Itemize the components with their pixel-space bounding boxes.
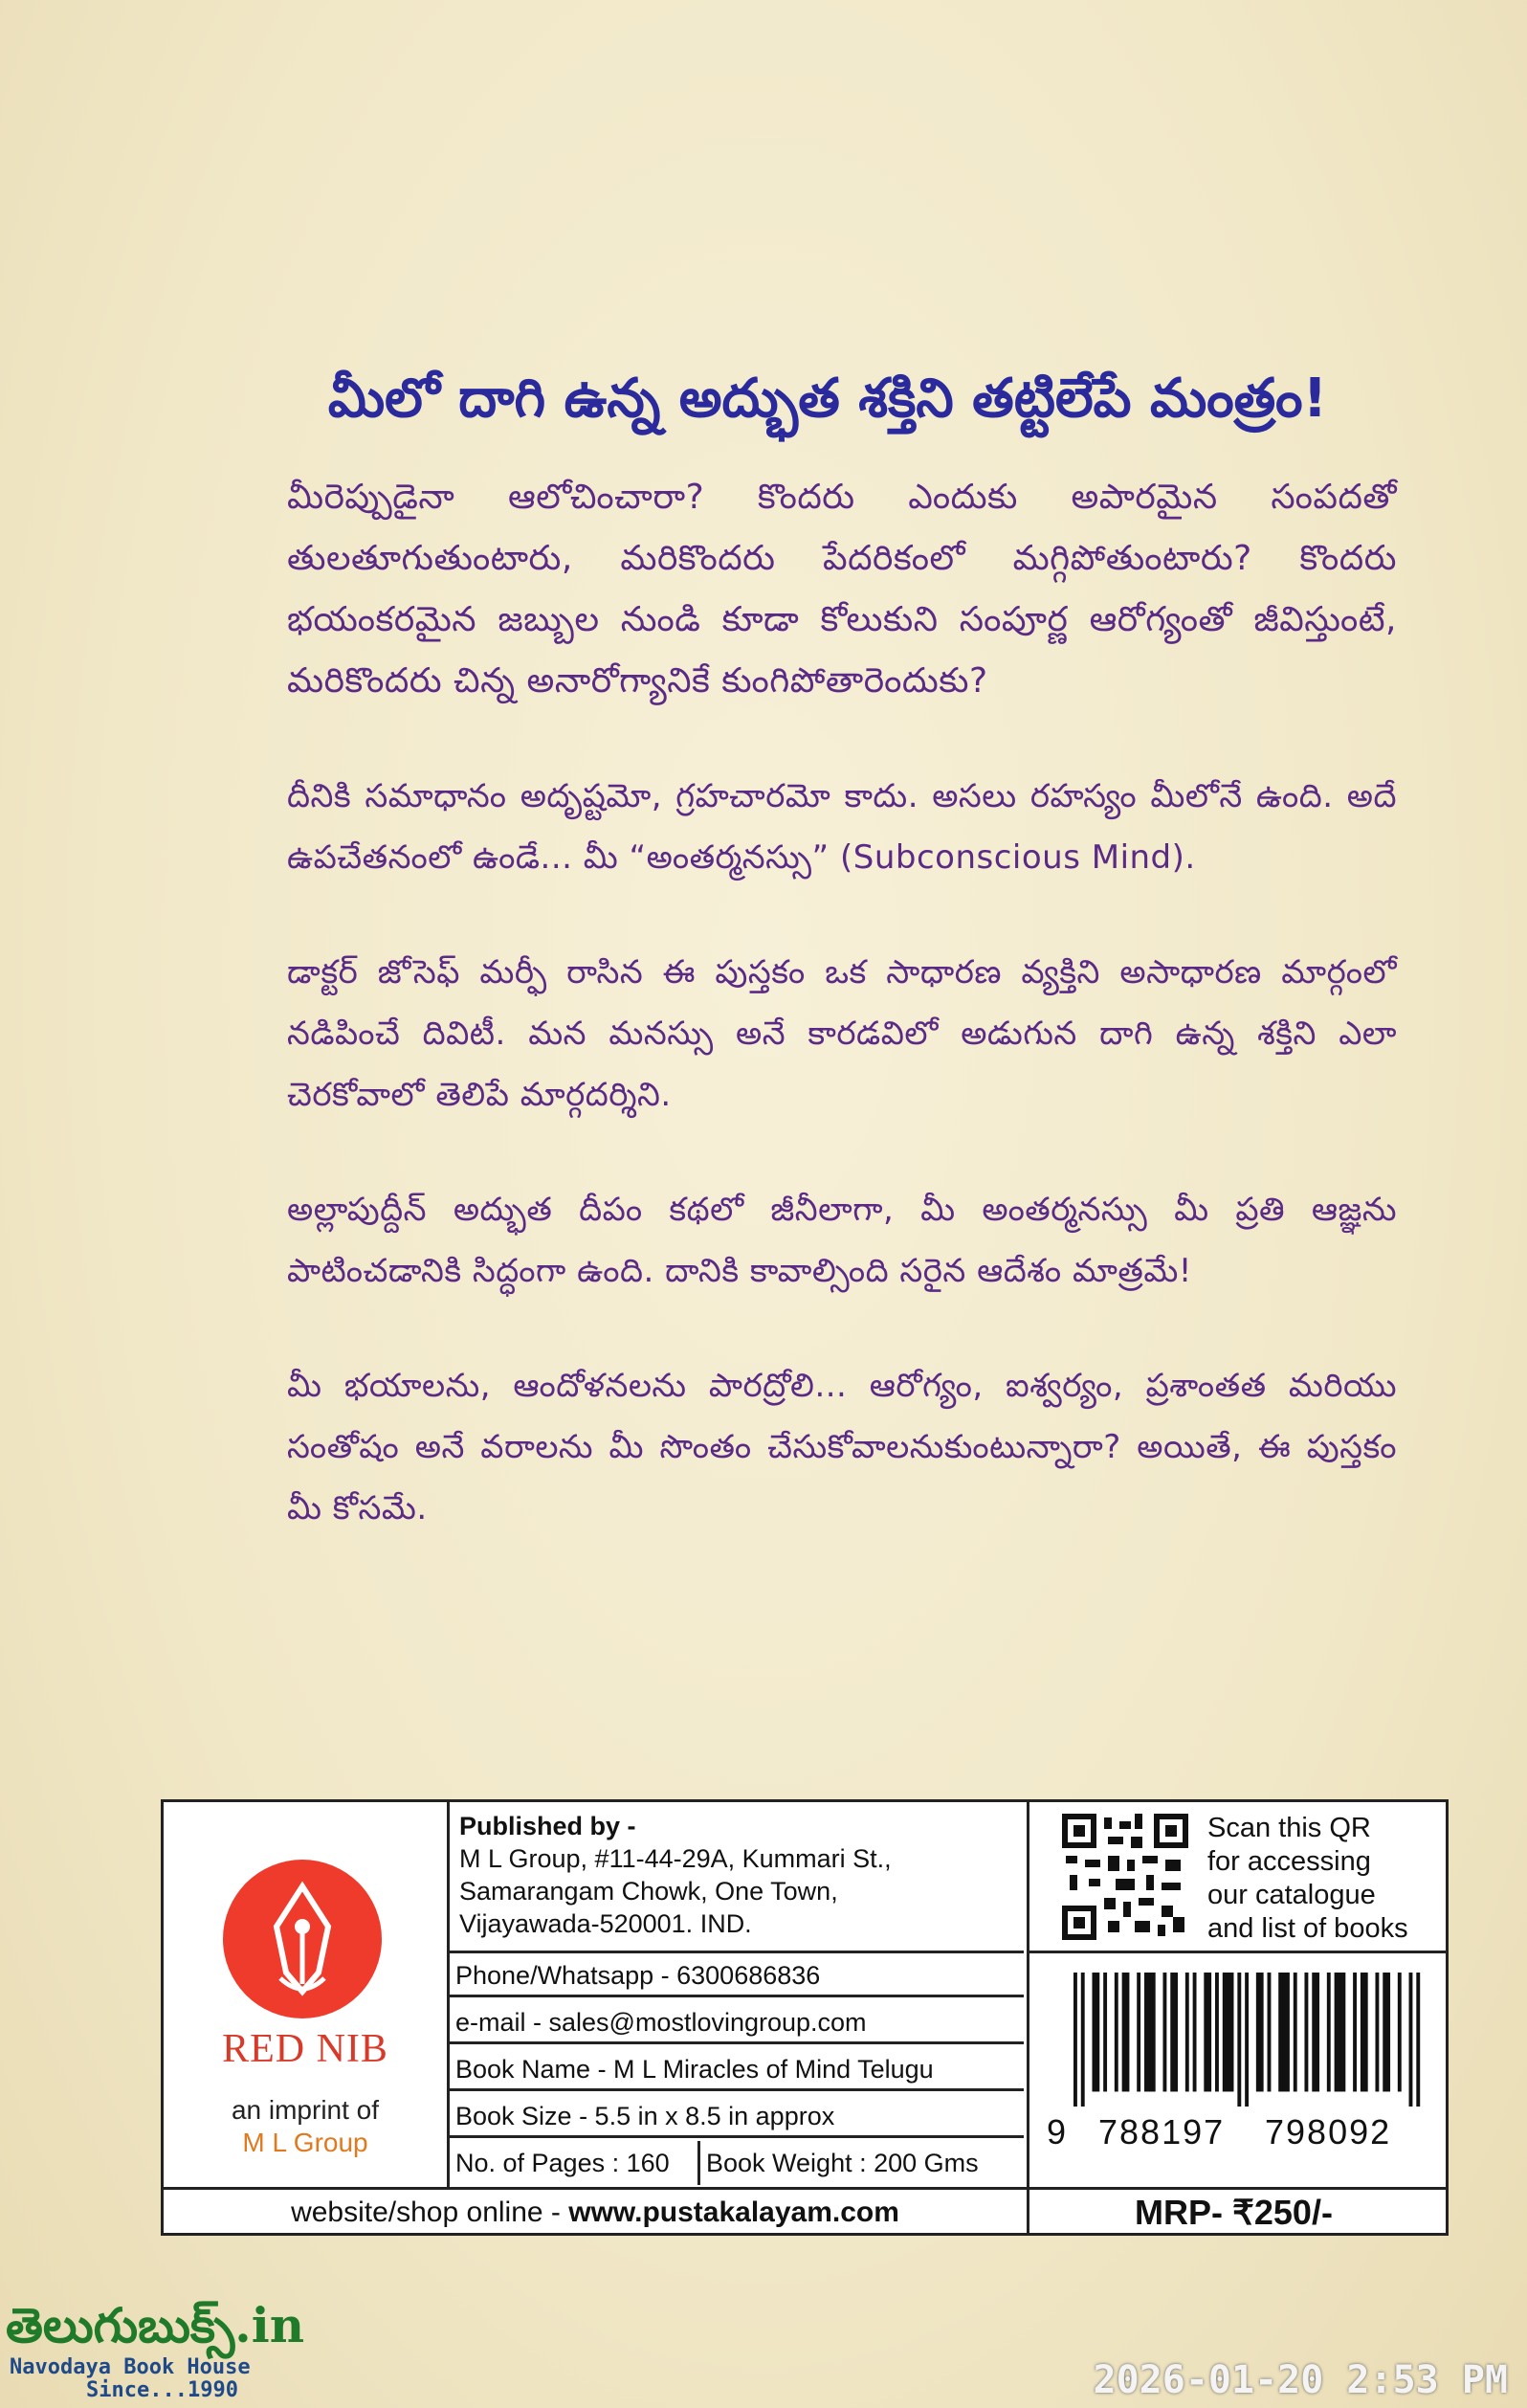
website-footer — [164, 2187, 1027, 2236]
blurb — [287, 467, 1397, 1593]
book-weight: Book Weight : 200 Gms — [706, 2149, 979, 2177]
email-row: e-mail - sales@mostlovingroup.com — [450, 2000, 1024, 2044]
blurb-paragraph-3: డాక్టర్ జోసెఫ్ మర్ఫీ రాసిన ఈ పుస్తకం ఒక సాధారణ వ్యక్తిని అసాధారణ మార్గంలో నడిపించే దివిటీ. మన మనస్సు అనే కారడవిలో అడుగున దాగి ఉన్న శక్తిని ఎలా చెరకోవాలో తెలిపే మార్గదర్శిని. — [287, 953, 1397, 1114]
qr-code-icon[interactable] — [1062, 1814, 1188, 1940]
address-line: Samarangam Chowk, One Town, — [459, 1877, 838, 1906]
headline: మీలో దాగి ఉన్న అద్భుత శక్తిని తట్టిలేపే మంత్రం! — [327, 368, 1328, 430]
website-link[interactable]: www.pustakalayam.com — [568, 2196, 899, 2228]
blurb-paragraph-1: మీరెప్పుడైనా ఆలోచించారా? కొందరు ఎందుకు అపారమైన సంపదతో తులతూగుతుంటారు, మరికొందరు పేదరికంలో మగ్గిపోతుంటారు? కొందరు భయంకరమైన జబ్బుల నుండి కూడా కోలుకుని సంపూర్ణ ఆరోగ్యంతో జీవిస్తుంటే, మరికొందరు చిన్న అనారోగ్యానికే కుంగిపోతారెందుకు? — [287, 478, 1397, 701]
page-count: No. of Pages : 160 — [450, 2141, 700, 2185]
book-size-row: Book Size - 5.5 in x 8.5 in approx — [450, 2094, 1024, 2138]
publisher-address — [450, 1802, 1024, 1953]
address-line: M L Group, #11-44-29A, Kummari St., — [459, 1844, 892, 1873]
qr-caption-line: for accessing — [1207, 1846, 1371, 1877]
bookhouse-name: Navodaya Book House — [10, 2355, 251, 2379]
group-name: M L Group — [242, 2128, 368, 2157]
photo-timestamp: 2026-01-20 2:53 PM — [1093, 2358, 1508, 2402]
book-name-row: Book Name - M L Miracles of Mind Telugu — [450, 2047, 1024, 2091]
mrp-price: MRP- ₹250/- — [1027, 2187, 1449, 2233]
website-label: website/shop online - — [291, 2196, 569, 2228]
qr-caption-line: Scan this QR — [1207, 1813, 1371, 1843]
bookhouse-watermark — [10, 2356, 251, 2402]
blurb-paragraph-5: మీ భయాలను, ఆందోళనలను పారద్రోలి... ఆరోగ్యం, ఐశ్వర్యం, ప్రశాంతత మరియు సంతోషం అనే వరాలను మీ సొంతం చేసుకోవాలనుకుంటున్నారా? అయితే, ఈ పుస్తకం మీ కోసమే. — [287, 1367, 1397, 1527]
bookhouse-since: Since...1990 — [86, 2378, 238, 2402]
blurb-paragraph-2: దీనికి సమాధానం అదృష్టమో, గ్రహచారమో కాదు. అసలు రహస్యం మీలోనే ఉంది. అదే ఉపచేతనంలో ఉండే... మీ “అంతర్మనస్సు” (Subconscious Mind). — [287, 777, 1397, 877]
qr-cell — [1027, 1802, 1449, 1953]
pages-weight-row — [450, 2141, 1024, 2185]
publisher-info-box — [161, 1799, 1449, 2236]
pen-nib-logo-icon — [223, 1860, 382, 2018]
isbn-group-1: 788197 — [1098, 2112, 1226, 2152]
site-watermark: తెలుగుబుక్స్.in — [6, 2297, 305, 2353]
brand-name: RED NIB — [222, 2027, 388, 2071]
isbn-barcode-cell — [1027, 1953, 1449, 2187]
published-by-label: Published by - — [459, 1812, 636, 1840]
qr-caption-line: our catalogue — [1207, 1880, 1376, 1910]
qr-caption — [1207, 1812, 1408, 1946]
isbn-group-2: 798092 — [1265, 2112, 1392, 2152]
qr-caption-line: and list of books — [1207, 1913, 1408, 1944]
isbn-lead-digit: 9 — [1047, 2112, 1069, 2152]
imprint-line: an imprint of — [231, 2095, 380, 2125]
blurb-paragraph-4: అల్లాపుద్దీన్ అద్భుత దీపం కథలో జీనీలాగా, మీ అంతర్మనస్సు మీ ప్రతి ఆజ్ఞను పాటించడానికి సిద్ధంగా ఉంది. దానికి కావాల్సింది సరైన ఆదేశం మాత్రమే! — [287, 1191, 1397, 1290]
publisher-logo-cell — [164, 1802, 450, 2187]
address-line: Vijayawada-520001. IND. — [459, 1909, 752, 1938]
phone-row: Phone/Whatsapp - 6300686836 — [450, 1953, 1024, 1997]
barcode-icon — [1073, 1973, 1427, 2107]
